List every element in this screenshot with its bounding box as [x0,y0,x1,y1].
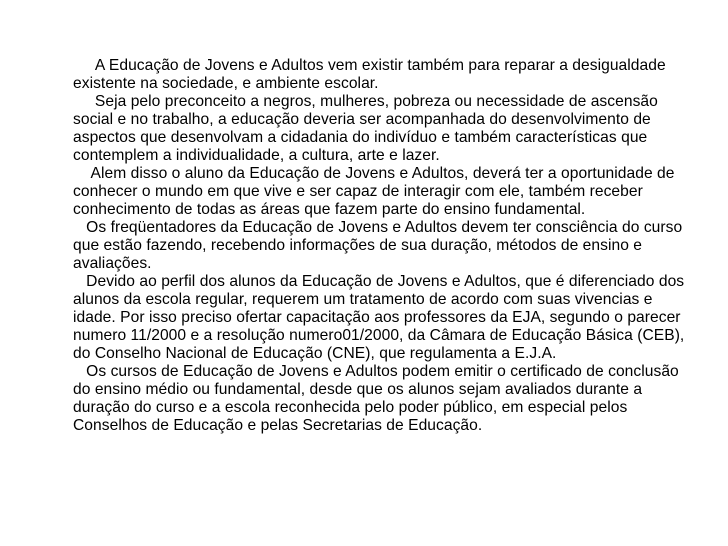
paragraph-3: Alem disso o aluno da Educação de Jovens e Adultos, deverá ter a oportunidade de conhecer o mundo em que vive e ser capaz de interagir com ele, também receber conhecimento de todas as áreas que fazem parte do ensino fundamental. [73,165,679,218]
paragraph-1: A Educação de Jovens e Adultos vem existir também para reparar a desigualdade existente na sociedade, e ambiente escolar. [73,57,671,92]
body-text [73,57,691,435]
paragraph-5: Devido ao perfil dos alunos da Educação de Jovens e Adultos, que é diferenciado dos alunos da escola regular, requerem um tratamento de acordo com suas vivencias e idade. Por isso preciso ofertar capacitação aos professores da EJA, segundo o parecer numero 11/2000 e a resolução numero01/2000, da Câmara de Educação Básica (CEB), do Conselho Nacional de Educação (CNE), que regulamenta a E.J.A. [73,273,689,362]
paragraph-4: Os freqüentadores da Educação de Jovens e Adultos devem ter consciência do curso que estão fazendo, recebendo informações de sua duração, métodos de ensino e avaliações. [73,219,687,272]
paragraph-2: Seja pelo preconceito a negros, mulheres, pobreza ou necessidade de ascensão social e no trabalho, a educação deveria ser acompanhada do desenvolvimento de aspectos que desenvolvam a cidadania do indivíduo e também características que contemplem a individualidade, a cultura, arte e lazer. [73,93,663,164]
paragraph-6: Os cursos de Educação de Jovens e Adultos podem emitir o certificado de conclusão do ensino médio ou fundamental, desde que os alunos sejam avaliados durante a duração do curso e a escola reconhecida pelo poder público, em especial pelos Conselhos de Educação e pelas Secretarias de Educação. [73,363,684,434]
